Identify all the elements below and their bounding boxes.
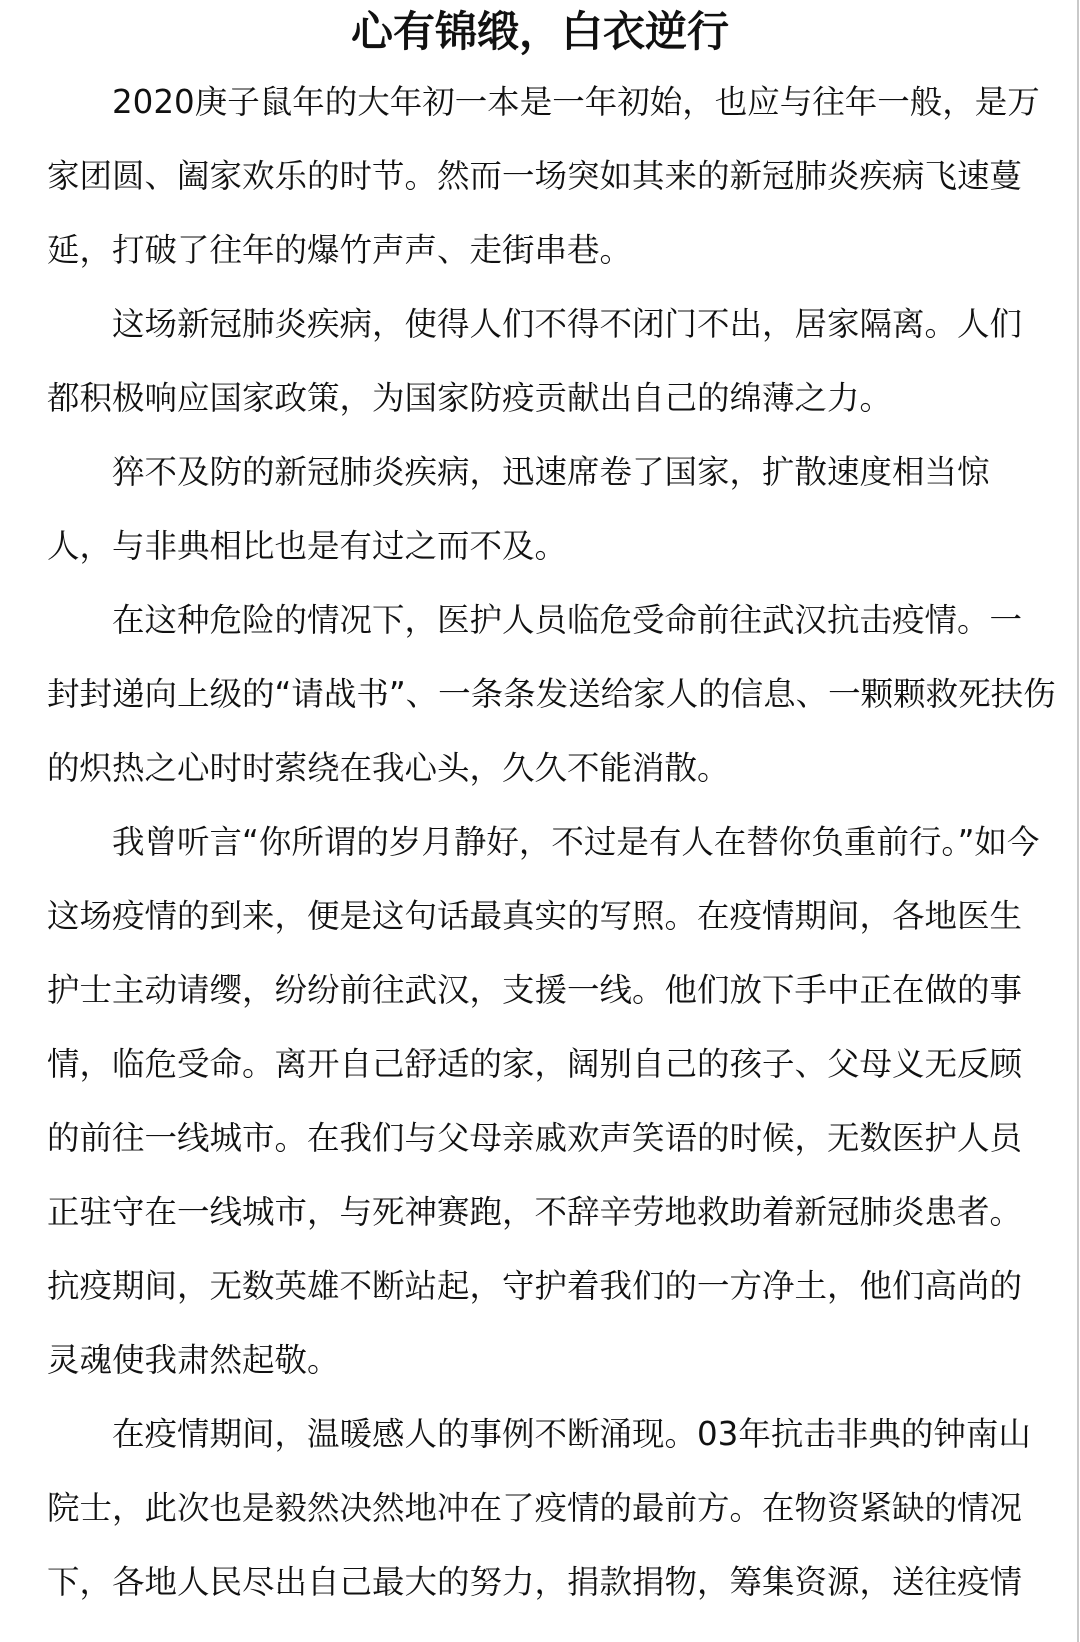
text-line: 延，打破了往年的爆竹声声、走街串巷。 <box>47 231 633 269</box>
text-line: 2020庚子鼠年的大年初一本是一年初始，也应与往年一般，是万 <box>112 83 1040 121</box>
text-line: 正驻守在一线城市，与死神赛跑，不辞辛劳地救助着新冠肺炎患者。 <box>47 1193 1023 1231</box>
text-line: 这场新冠肺炎疾病，使得人们不得不闭门不出，居家隔离。人们 <box>112 305 1023 343</box>
text-line: 家团圆、阖家欢乐的时节。然而一场突如其来的新冠肺炎疾病飞速蔓 <box>47 157 1023 195</box>
page-right-edge <box>1077 0 1079 1642</box>
text-line: 护士主动请缨，纷纷前往武汉，支援一线。他们放下手中正在做的事 <box>47 971 1023 1009</box>
text-line: 封封递向上级的“请战书”、一条条发送给家人的信息、一颗颗救死扶伤 <box>47 675 1056 713</box>
text-line: 灵魂使我肃然起敬。 <box>47 1341 340 1379</box>
text-line: 院士，此次也是毅然决然地冲在了疫情的最前方。在物资紧缺的情况 <box>47 1489 1023 1527</box>
text-line: 情，临危受命。离开自己舒适的家，阔别自己的孩子、父母义无反顾 <box>47 1045 1023 1083</box>
paragraph-5 <box>47 805 1073 1397</box>
paragraph-1 <box>47 65 1073 287</box>
text-line: 下，各地人民尽出自己最大的努力，捐款捐物，筹集资源，送往疫情 <box>47 1563 1023 1601</box>
text-line: 在疫情期间，温暖感人的事例不断涌现。03年抗击非典的钟南山 <box>112 1415 1031 1453</box>
paragraph-6 <box>47 1397 1073 1619</box>
paragraph-4 <box>47 583 1073 805</box>
text-line: 抗疫期间，无数英雄不断站起，守护着我们的一方净土，他们高尚的 <box>47 1267 1023 1305</box>
text-line: 都积极响应国家政策，为国家防疫贡献出自己的绵薄之力。 <box>47 379 893 417</box>
document-body <box>47 65 1073 1619</box>
text-line: 的前往一线城市。在我们与父母亲戚欢声笑语的时候，无数医护人员 <box>47 1119 1023 1157</box>
text-line: 这场疫情的到来，便是这句话最真实的写照。在疫情期间，各地医生 <box>47 897 1023 935</box>
paragraph-3 <box>47 435 1073 583</box>
document-title: 心有锦缎，白衣逆行 <box>350 7 729 56</box>
paragraph-2 <box>47 287 1073 435</box>
text-line: 的炽热之心时时萦绕在我心头，久久不能消散。 <box>47 749 730 787</box>
text-line: 猝不及防的新冠肺炎疾病，迅速席卷了国家，扩散速度相当惊 <box>112 453 990 491</box>
text-line: 人，与非典相比也是有过之而不及。 <box>47 527 568 565</box>
text-line: 在这种危险的情况下，医护人员临危受命前往武汉抗击疫情。一 <box>112 601 1023 639</box>
text-line: 我曾听言“你所谓的岁月静好，不过是有人在替你负重前行。”如今 <box>112 823 1040 861</box>
